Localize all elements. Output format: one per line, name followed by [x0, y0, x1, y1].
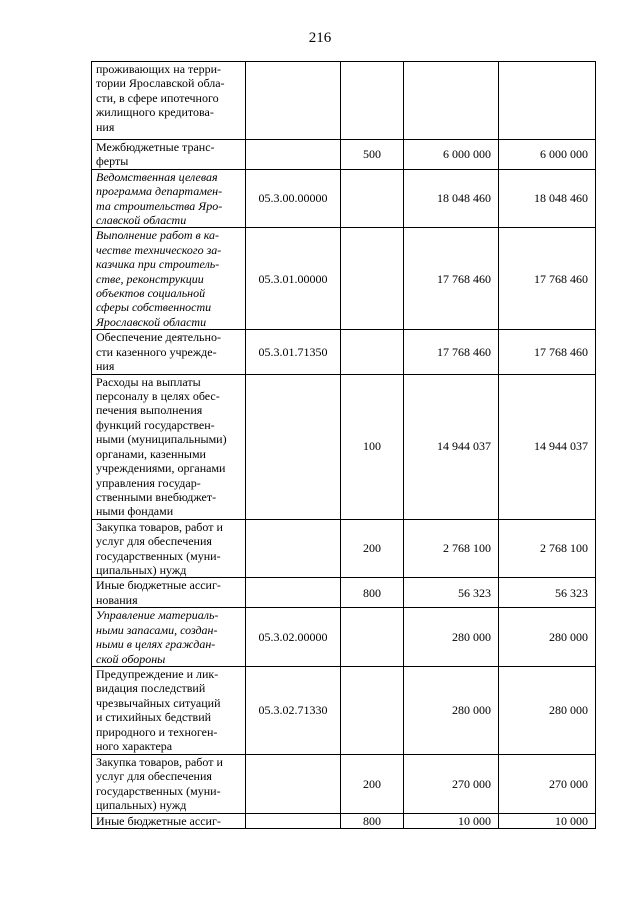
row-amount-2-cell: 280 000 — [499, 608, 596, 667]
row-code-cell — [246, 140, 341, 170]
row-expense-type-cell — [341, 608, 404, 667]
row-code-cell — [246, 813, 341, 828]
page-number: 216 — [308, 30, 332, 46]
row-amount-2-cell: 17 768 460 — [499, 228, 596, 330]
row-amount-2-cell: 270 000 — [499, 754, 596, 813]
table-row — [92, 519, 596, 578]
table-row — [92, 666, 596, 754]
row-expense-type-cell: 100 — [341, 374, 404, 519]
row-name-cell: Выполнение работ в ка- честве технического за- казчика при строитель- стве, реконструкции объектов социальной сферы собственности Ярославской области — [92, 228, 246, 330]
table-row — [92, 813, 596, 828]
row-expense-type-cell — [341, 666, 404, 754]
table-row — [92, 62, 596, 140]
row-amount-1-cell: 280 000 — [404, 666, 499, 754]
row-code-cell: 05.3.02.71330 — [246, 666, 341, 754]
row-amount-2-cell: 6 000 000 — [499, 140, 596, 170]
row-code-cell — [246, 519, 341, 578]
row-amount-1-cell — [404, 62, 499, 140]
row-expense-type-cell: 800 — [341, 813, 404, 828]
row-amount-1-cell: 6 000 000 — [404, 140, 499, 170]
table-row — [92, 374, 596, 519]
row-amount-2-cell: 280 000 — [499, 666, 596, 754]
row-code-cell — [246, 578, 341, 608]
row-amount-2-cell: 14 944 037 — [499, 374, 596, 519]
row-amount-1-cell: 14 944 037 — [404, 374, 499, 519]
row-amount-2-cell: 2 768 100 — [499, 519, 596, 578]
row-code-cell — [246, 374, 341, 519]
row-code-cell — [246, 754, 341, 813]
row-name-cell: Предупреждение и лик- видация последствий чрезвычайных ситуаций и стихийных бедствий природного и техноген- ного характера — [92, 666, 246, 754]
row-code-cell — [246, 62, 341, 140]
row-name-cell: Закупка товаров, работ и услуг для обеспечения государственных (муни- ципальных) нужд — [92, 754, 246, 813]
row-amount-1-cell: 18 048 460 — [404, 169, 499, 228]
table-row — [92, 578, 596, 608]
row-expense-type-cell: 800 — [341, 578, 404, 608]
row-name-cell: Иные бюджетные ассиг- нования — [92, 578, 246, 608]
row-code-cell: 05.3.00.00000 — [246, 169, 341, 228]
row-name-cell: Управление материаль- ными запасами, создан- ными в целях граждан- ской обороны — [92, 608, 246, 667]
row-name-cell: Иные бюджетные ассиг- — [92, 813, 246, 828]
row-expense-type-cell: 200 — [341, 754, 404, 813]
row-name-cell: Расходы на выплаты персоналу в целях обес- печения выполнения функций государствен- ными (муниципальными) органами, казенными учреждениями, органами управления государ- ственными внебюджет- ными фондами — [92, 374, 246, 519]
row-code-cell: 05.3.02.00000 — [246, 608, 341, 667]
table-row — [92, 330, 596, 374]
row-expense-type-cell — [341, 169, 404, 228]
row-amount-2-cell: 18 048 460 — [499, 169, 596, 228]
row-amount-1-cell: 17 768 460 — [404, 330, 499, 374]
row-amount-1-cell: 2 768 100 — [404, 519, 499, 578]
table-row — [92, 608, 596, 667]
row-amount-2-cell: 56 323 — [499, 578, 596, 608]
row-amount-2-cell — [499, 62, 596, 140]
row-code-cell: 05.3.01.71350 — [246, 330, 341, 374]
row-expense-type-cell: 500 — [341, 140, 404, 170]
table-row — [92, 140, 596, 170]
row-amount-1-cell: 17 768 460 — [404, 228, 499, 330]
row-name-cell: Закупка товаров, работ и услуг для обеспечения государственных (муни- ципальных) нужд — [92, 519, 246, 578]
row-amount-1-cell: 280 000 — [404, 608, 499, 667]
row-amount-1-cell: 270 000 — [404, 754, 499, 813]
row-name-cell: Межбюджетные транс- ферты — [92, 140, 246, 170]
row-expense-type-cell: 200 — [341, 519, 404, 578]
row-expense-type-cell — [341, 228, 404, 330]
row-name-cell: проживающих на терри- тории Ярославской обла- сти, в сфере ипотечного жилищного кредитова- ния — [92, 62, 246, 140]
row-amount-2-cell: 10 000 — [499, 813, 596, 828]
row-code-cell: 05.3.01.00000 — [246, 228, 341, 330]
row-amount-1-cell: 10 000 — [404, 813, 499, 828]
budget-table — [91, 61, 596, 829]
table-row — [92, 754, 596, 813]
row-amount-1-cell: 56 323 — [404, 578, 499, 608]
row-name-cell: Обеспечение деятельно- сти казенного учрежде- ния — [92, 330, 246, 374]
table-row — [92, 169, 596, 228]
row-expense-type-cell — [341, 62, 404, 140]
row-name-cell: Ведомственная целевая программа департамен- та строительства Яро- славской области — [92, 169, 246, 228]
row-expense-type-cell — [341, 330, 404, 374]
row-amount-2-cell: 17 768 460 — [499, 330, 596, 374]
table-row — [92, 228, 596, 330]
